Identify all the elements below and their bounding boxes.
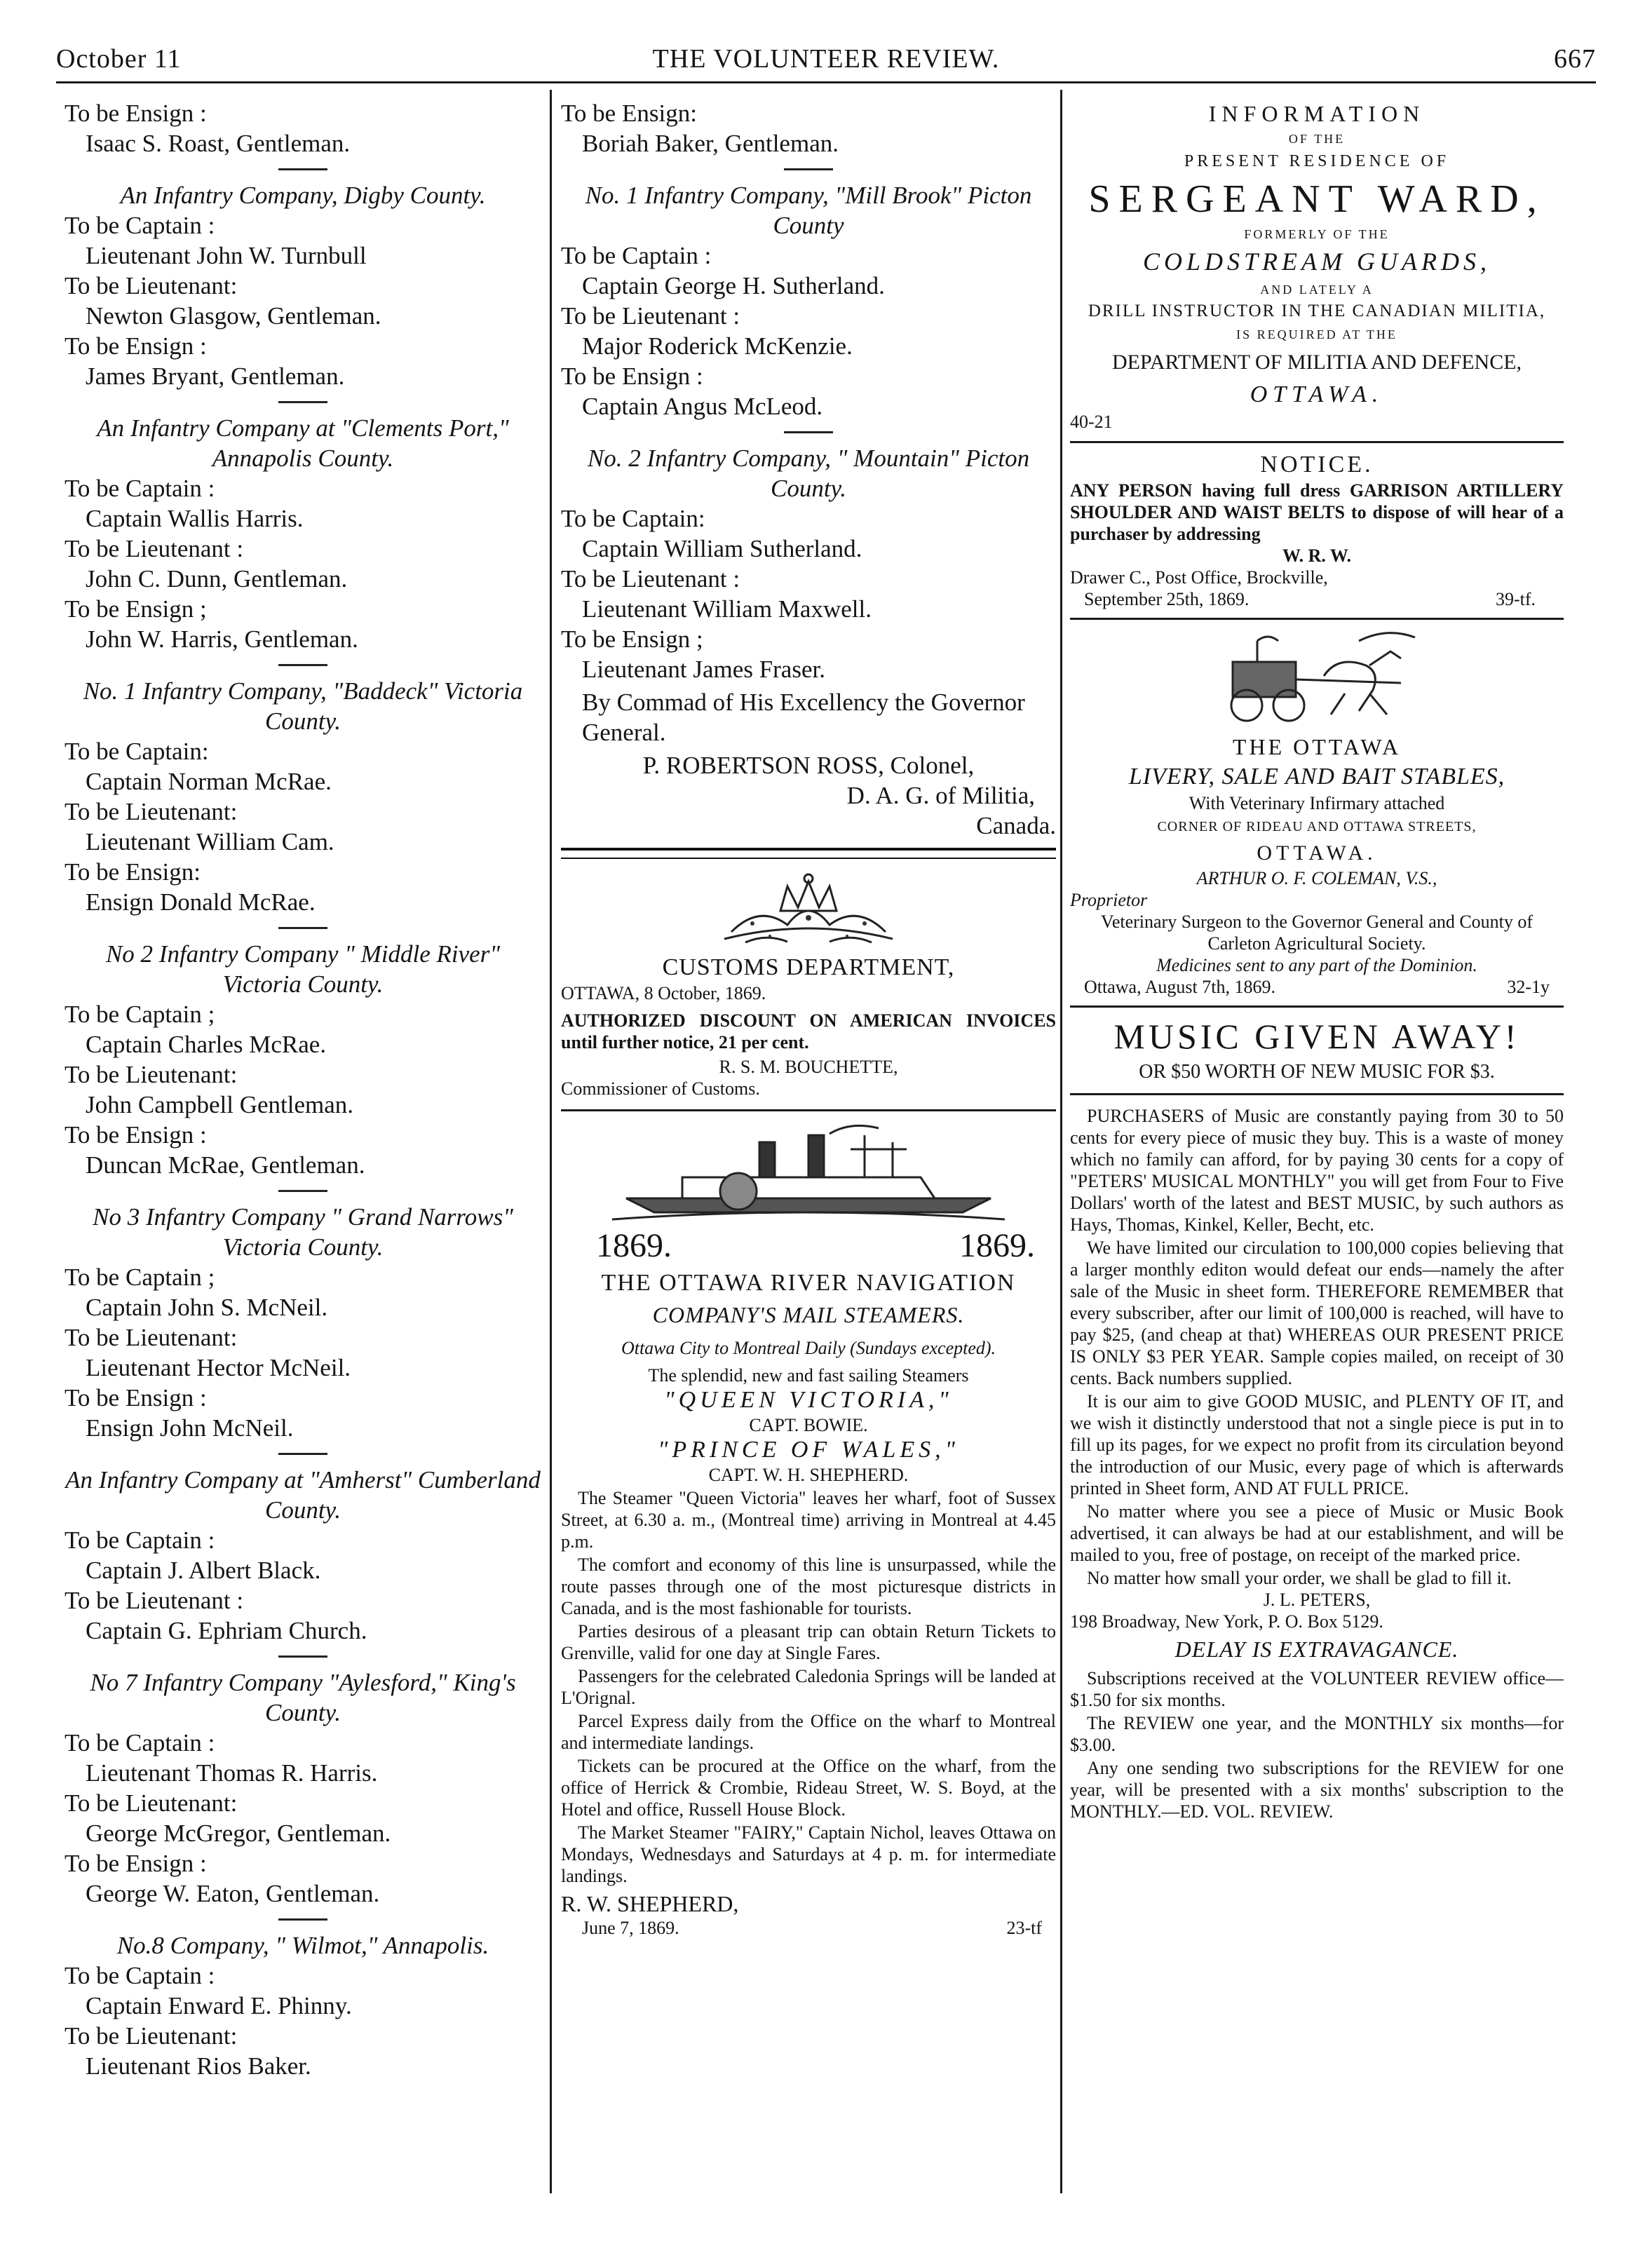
livery-line-3: With Veterinary Infirmary attached <box>1189 793 1445 813</box>
company-title: No. 2 Infantry Company, " Mountain" Picton County. <box>587 445 1030 502</box>
notice-dateline <box>1070 588 1564 611</box>
appointment-role: To be Captain: <box>65 738 209 765</box>
company-title: No 2 Infantry Company " Middle River" Victoria County. <box>105 940 501 998</box>
info-city: OTTAWA. <box>1250 381 1384 407</box>
steamer-date: June 7, 1869. <box>582 1918 679 1938</box>
appointment-name: Captain William Sutherland. <box>582 535 862 562</box>
header-page-number: 667 <box>1554 44 1596 74</box>
section-rule <box>1070 1005 1564 1008</box>
company-title: An Infantry Company, Digby County. <box>120 182 486 209</box>
info-department: DEPARTMENT OF MILITIA AND DEFENCE, <box>1111 351 1522 374</box>
delay-paragraphs <box>1070 1667 1564 1822</box>
music-paragraphs <box>1070 1105 1564 1589</box>
column-1 <box>65 98 541 2081</box>
horse-carriage-icon <box>1191 627 1443 731</box>
company-entries <box>65 736 541 917</box>
appointment-list <box>65 98 541 158</box>
appointment-name: George W. Eaton, Gentleman. <box>86 1880 380 1907</box>
company-title: An Infantry Company at "Amherst" Cumberland County. <box>65 1466 541 1524</box>
appointment-role: To be Ensign : <box>65 100 207 127</box>
appointment-name: Lieutenant Thomas R. Harris. <box>86 1759 378 1787</box>
info-ref: 40-21 <box>1070 412 1113 432</box>
company-entries <box>65 473 541 654</box>
music-paragraph: We have limited our circulation to 100,000 copies believing that a larger monthly editon would defeat our ends—namely the after sale of the Music in sheet form. THEREFORE REMEMBER that every subscriber, after our limit of 100,000 is reached, will have to pay $25, (and cheap at that) WHEREAS OUR PRESENT PRICE IS ONLY $3 PER YEAR. Sample copies mailed, on receipt of 30 cents. Back numbers supplied. <box>1070 1238 1564 1388</box>
section-separator <box>278 1190 327 1192</box>
livery-title: LIVERY, SALE AND BAIT STABLES, <box>1128 764 1505 790</box>
section-separator <box>278 1918 327 1921</box>
delay-paragraph: Any one sending two subscriptions for the REVIEW for one year, will be presented with a six months' subscription to the MONTHLY.—ED. VOL. REVIEW. <box>1070 1758 1564 1822</box>
info-line-2: OF THE <box>1288 132 1346 146</box>
appointment-role: To be Captain : <box>65 1526 215 1554</box>
appointment-name: Boriah Baker, Gentleman. <box>582 130 839 157</box>
steamboat-icon <box>598 1121 1019 1225</box>
appointment-role: To be Captain ; <box>65 1264 215 1291</box>
appointment-name: Captain Norman McRae. <box>86 768 332 795</box>
year-left: 1869. <box>596 1227 672 1264</box>
steamer-paragraph: Tickets can be procured at the Office on the wharf, from the office of Herrick & Crombie, Rideau Street, W. S. Boyd, at the Hotel and office, Russell House Block. <box>561 1756 1056 1820</box>
company-entries <box>65 210 541 391</box>
company-list <box>561 168 1056 684</box>
music-paragraph: No matter where you see a piece of Music or Music Book advertised, it can always be had at our establishment, and will be mailed to you, free of postage, on receipt of the marked price. <box>1070 1501 1564 1565</box>
info-line-3: PRESENT RESIDENCE OF <box>1184 152 1450 170</box>
steamer-ref: 23-tf <box>1006 1918 1042 1938</box>
steamer-subtitle: COMPANY'S MAIL STEAMERS. <box>652 1302 965 1327</box>
appointment-name: John Campbell Gentleman. <box>86 1091 354 1118</box>
crown-ornament-icon <box>703 869 914 952</box>
appointment-name: Lieutenant John W. Turnbull <box>86 242 367 269</box>
appointment-name: Lieutenant William Cam. <box>86 828 334 855</box>
steamer-signer: R. W. SHEPHERD, <box>561 1891 739 1916</box>
appointment-name: Captain George H. Sutherland. <box>582 272 885 299</box>
company-entries <box>561 503 1056 684</box>
appointment-name: James Bryant, Gentleman. <box>86 363 345 390</box>
appointment-role: To be Lieutenant: <box>65 272 238 299</box>
livery-dateline <box>1070 976 1564 998</box>
appointment-role: To be Captain : <box>65 1962 215 1989</box>
music-paragraph: It is our aim to give GOOD MUSIC, and PLENTY OF IT, and we wish it distinctly understood that not a single piece is put in to fill up its pages, for we expect no profit from its circulation beyond the introduction of our Music, every page of which is afterwards printed in Sheet form, AND AT FULL PRICE. <box>1070 1391 1564 1498</box>
appointment-role: To be Captain: <box>561 505 705 532</box>
company-title: An Infantry Company at "Clements Port," Annapolis County. <box>97 414 509 472</box>
delay-title: DELAY IS EXTRAVAGANCE. <box>1174 1637 1459 1662</box>
company-entries <box>65 1961 541 2081</box>
appointment-role: To be Captain : <box>561 242 712 269</box>
music-subtitle: OR $50 WORTH OF NEW MUSIC FOR $3. <box>1139 1061 1495 1083</box>
company-list <box>65 168 541 2081</box>
customs-signer: R. S. M. BOUCHETTE, <box>719 1057 898 1077</box>
appointment-role: To be Lieutenant: <box>65 798 238 825</box>
appointment-name: Lieutenant William Maxwell. <box>582 595 872 623</box>
appointment-name: Captain John S. McNeil. <box>86 1294 328 1321</box>
info-line-9: IS REQUIRED AT THE <box>1236 327 1397 341</box>
appointment-role: To be Ensign ; <box>561 625 703 653</box>
appointment-role: To be Lieutenant : <box>65 535 244 562</box>
appointment-role: To be Lieutenant: <box>65 2022 238 2050</box>
section-rule <box>1070 618 1564 620</box>
music-paragraph: No matter how small your order, we shall be glad to fill it. <box>1087 1568 1512 1588</box>
crown-emblem <box>561 869 1056 953</box>
appointment-name: Ensign Donald McRae. <box>86 888 316 916</box>
appointment-name: Major Roderick McKenzie. <box>582 332 853 360</box>
appointment-role: To be Captain ; <box>65 1001 215 1028</box>
appointment-name: John C. Dunn, Gentleman. <box>86 565 348 593</box>
company-entries <box>65 1525 541 1646</box>
delay-paragraph: The REVIEW one year, and the MONTHLY six months—for $3.00. <box>1070 1713 1564 1755</box>
appointment-role: To be Lieutenant: <box>65 1789 238 1817</box>
year-right: 1869. <box>959 1227 1035 1264</box>
appointment-name: Isaac S. Roast, Gentleman. <box>86 130 351 157</box>
notice-address: Drawer C., Post Office, Brockville, <box>1070 567 1328 588</box>
info-regiment: COLDSTREAM GUARDS, <box>1143 248 1491 276</box>
info-line-5: FORMERLY OF THE <box>1244 227 1390 241</box>
notice-body: ANY PERSON having full dress GARRISON ARTILLERY SHOULDER AND WAIST BELTS to dispose of will hear of a purchaser by addressing <box>1070 480 1564 544</box>
section-rule <box>1070 441 1564 443</box>
customs-dateline: OTTAWA, 8 October, 1869. <box>561 983 766 1003</box>
steamer-paragraphs <box>561 1487 1056 1887</box>
ship-1-captain: CAPT. BOWIE. <box>749 1415 868 1435</box>
section-separator <box>784 431 833 433</box>
appointment-role: To be Ensign : <box>561 363 703 390</box>
info-heading: INFORMATION <box>1208 101 1426 126</box>
column-2 <box>561 98 1056 1939</box>
appointment-name: Captain G. Ephriam Church. <box>86 1617 367 1644</box>
appointment-role: To be Lieutenant : <box>65 1587 244 1614</box>
appointment-name: Ensign John McNeil. <box>86 1414 294 1442</box>
appointment-name: Captain Angus McLeod. <box>582 393 823 420</box>
appointment-role: To be Ensign : <box>65 1850 207 1877</box>
carriage-illustration <box>1070 627 1564 732</box>
column-3 <box>1070 98 1564 1822</box>
ship-2-name: "PRINCE OF WALES," <box>658 1437 959 1463</box>
company-entries <box>65 999 541 1180</box>
steamer-dateline <box>561 1917 1056 1939</box>
company-entries <box>65 1262 541 1443</box>
company-title: No 3 Infantry Company " Grand Narrows" Victoria County. <box>93 1203 513 1261</box>
company-title: No. 1 Infantry Company, "Mill Brook" Picton County <box>585 182 1032 239</box>
section-rule <box>1070 1093 1564 1095</box>
appointment-role: To be Lieutenant : <box>561 565 740 593</box>
section-separator <box>278 1453 327 1455</box>
livery-date: Ottawa, August 7th, 1869. <box>1084 977 1275 997</box>
steamer-paragraph: The Steamer "Queen Victoria" leaves her wharf, foot of Sussex Street, at 6.30 a. m., (Montreal time) arriving in Montreal at 4.45 p.m. <box>561 1488 1056 1552</box>
appointment-name: Duncan McRae, Gentleman. <box>86 1151 365 1179</box>
steamer-paragraph: The Market Steamer "FAIRY," Captain Nichol, leaves Ottawa on Mondays, Wednesdays and Saturdays at 4 p. m. for intermediate landings. <box>561 1822 1056 1886</box>
company-title: No.8 Company, " Wilmot," Annapolis. <box>116 1932 489 1959</box>
customs-signer-title: Commissioner of Customs. <box>561 1078 760 1099</box>
column-rule-2 <box>1060 90 1062 2193</box>
signer-name: P. ROBERTSON ROSS, Colonel, <box>642 752 975 779</box>
livery-city: OTTAWA. <box>1257 841 1377 865</box>
section-rule <box>561 1109 1056 1111</box>
music-paragraph: PURCHASERS of Music are constantly paying from 30 to 50 cents for every piece of music they buy. This is a waste of money which no family can afford, for by paying 30 cents for a copy of "PETERS' MUSICAL MONTHLY" you will get from Four to Five Dollars' worth of the latest and BEST MUSIC, by such authors as Hays, Thomas, Kinkel, Keller, Becht, etc. <box>1070 1106 1564 1235</box>
steamer-paragraph: Passengers for the celebrated Caledonia Springs will be landed at L'Orignal. <box>561 1666 1056 1708</box>
double-rule <box>561 848 1056 859</box>
appointment-name: John W. Harris, Gentleman. <box>86 625 358 653</box>
appointment-name: Lieutenant James Fraser. <box>582 656 825 683</box>
header-rule <box>56 81 1596 83</box>
section-separator <box>278 401 327 403</box>
signer-place: Canada. <box>976 812 1056 839</box>
livery-line-4: CORNER OF RIDEAU AND OTTAWA STREETS, <box>1157 819 1477 834</box>
company-title: No 7 Infantry Company "Aylesford," King's County. <box>90 1669 516 1726</box>
notice-date: September 25th, 1869. <box>1084 589 1250 609</box>
info-line-8: DRILL INSTRUCTOR IN THE CANADIAN MILITIA, <box>1088 302 1546 320</box>
ship-2-captain: CAPT. W. H. SHEPHERD. <box>708 1465 909 1485</box>
header-title: THE VOLUNTEER REVIEW. <box>652 44 1000 74</box>
livery-owner-title: Proprietor <box>1070 890 1148 910</box>
music-title: MUSIC GIVEN AWAY! <box>1113 1017 1520 1056</box>
livery-owner: ARTHUR O. F. COLEMAN, V.S., <box>1196 868 1437 888</box>
appointment-role: To be Captain : <box>65 1729 215 1756</box>
appointment-role: To be Lieutenant: <box>65 1061 238 1088</box>
steamer-intro: The splendid, new and fast sailing Steamers <box>648 1365 969 1386</box>
steamer-paragraph: Parties desirous of a pleasant trip can obtain Return Tickets to Grenville, valid for one day at Single Fares. <box>561 1621 1056 1663</box>
notice-ref: 39-tf. <box>1495 589 1536 609</box>
info-name: SERGEANT WARD, <box>1088 177 1545 221</box>
steamer-paragraph: The comfort and economy of this line is unsurpassed, while the route passes through one of the most picturesque districts in Canada, and is the most fashionable for tourists. <box>561 1555 1056 1618</box>
appointment-name: Newton Glasgow, Gentleman. <box>86 302 381 330</box>
appointment-name: George McGregor, Gentleman. <box>86 1820 391 1847</box>
livery-desc: Veterinary Surgeon to the Governor General and County of Carleton Agricultural Society. <box>1100 912 1533 954</box>
appointment-role: To be Ensign: <box>561 100 697 127</box>
appointment-name: Lieutenant Hector McNeil. <box>86 1354 351 1381</box>
steamer-paragraph: Parcel Express daily from the Office on the wharf to Montreal and intermediate landings. <box>561 1711 1056 1753</box>
appointment-role: To be Lieutenant: <box>65 1324 238 1351</box>
appointment-role: To be Ensign: <box>65 858 201 886</box>
livery-line-1: THE OTTAWA <box>1232 734 1402 759</box>
company-entries <box>65 1728 541 1909</box>
appointment-list <box>561 98 1056 158</box>
appointment-role: To be Ensign : <box>65 1121 207 1149</box>
section-separator <box>278 664 327 666</box>
ship-1-name: "QUEEN VICTORIA," <box>664 1387 953 1413</box>
livery-note: Medicines sent to any part of the Dominion. <box>1156 955 1477 975</box>
appointment-role: To be Ensign : <box>65 1384 207 1411</box>
customs-body: AUTHORIZED DISCOUNT ON AMERICAN INVOICES until further notice, 21 per cent. <box>561 1010 1056 1052</box>
appointment-role: To be Ensign : <box>65 332 207 360</box>
header-date: October 11 <box>56 44 182 74</box>
appointment-role: To be Lieutenant : <box>561 302 740 330</box>
notice-title: NOTICE. <box>1260 452 1374 478</box>
column-rule-1 <box>550 90 552 2193</box>
livery-ref: 32-1y <box>1507 977 1550 997</box>
appointment-name: Captain Enward E. Phinny. <box>86 1992 352 2019</box>
page-header <box>56 43 1596 77</box>
section-separator <box>278 1655 327 1658</box>
music-signer: J. L. PETERS, <box>1263 1590 1371 1610</box>
delay-paragraph: Subscriptions received at the VOLUNTEER REVIEW office—$1.50 for six months. <box>1070 1668 1564 1710</box>
steamer-years <box>561 1226 1056 1268</box>
appointment-name: Captain J. Albert Black. <box>86 1557 321 1584</box>
info-line-7: AND LATELY A <box>1260 283 1374 297</box>
appointment-role: To be Ensign ; <box>65 595 207 623</box>
section-separator <box>278 927 327 929</box>
steamer-route: Ottawa City to Montreal Daily (Sundays excepted). <box>621 1338 996 1358</box>
command-line: By Commad of His Excellency the Governor General. <box>582 689 1025 746</box>
appointment-name: Captain Charles McRae. <box>86 1031 327 1058</box>
customs-title: CUSTOMS DEPARTMENT, <box>662 954 955 980</box>
section-separator <box>784 168 833 170</box>
appointment-name: Captain Wallis Harris. <box>86 505 304 532</box>
company-entries <box>561 241 1056 421</box>
steamer-title: THE OTTAWA RIVER NAVIGATION <box>601 1270 1016 1296</box>
appointment-role: To be Captain : <box>65 475 215 502</box>
signer-title: D. A. G. of Militia, <box>846 782 1035 809</box>
music-address: 198 Broadway, New York, P. O. Box 5129. <box>1070 1611 1383 1632</box>
notice-initials: W. R. W. <box>1282 546 1352 566</box>
section-separator <box>278 168 327 170</box>
appointment-role: To be Captain : <box>65 212 215 239</box>
appointment-name: Lieutenant Rios Baker. <box>86 2052 311 2080</box>
company-title: No. 1 Infantry Company, "Baddeck" Victoria County. <box>83 677 523 735</box>
steamer-illustration <box>561 1121 1056 1226</box>
